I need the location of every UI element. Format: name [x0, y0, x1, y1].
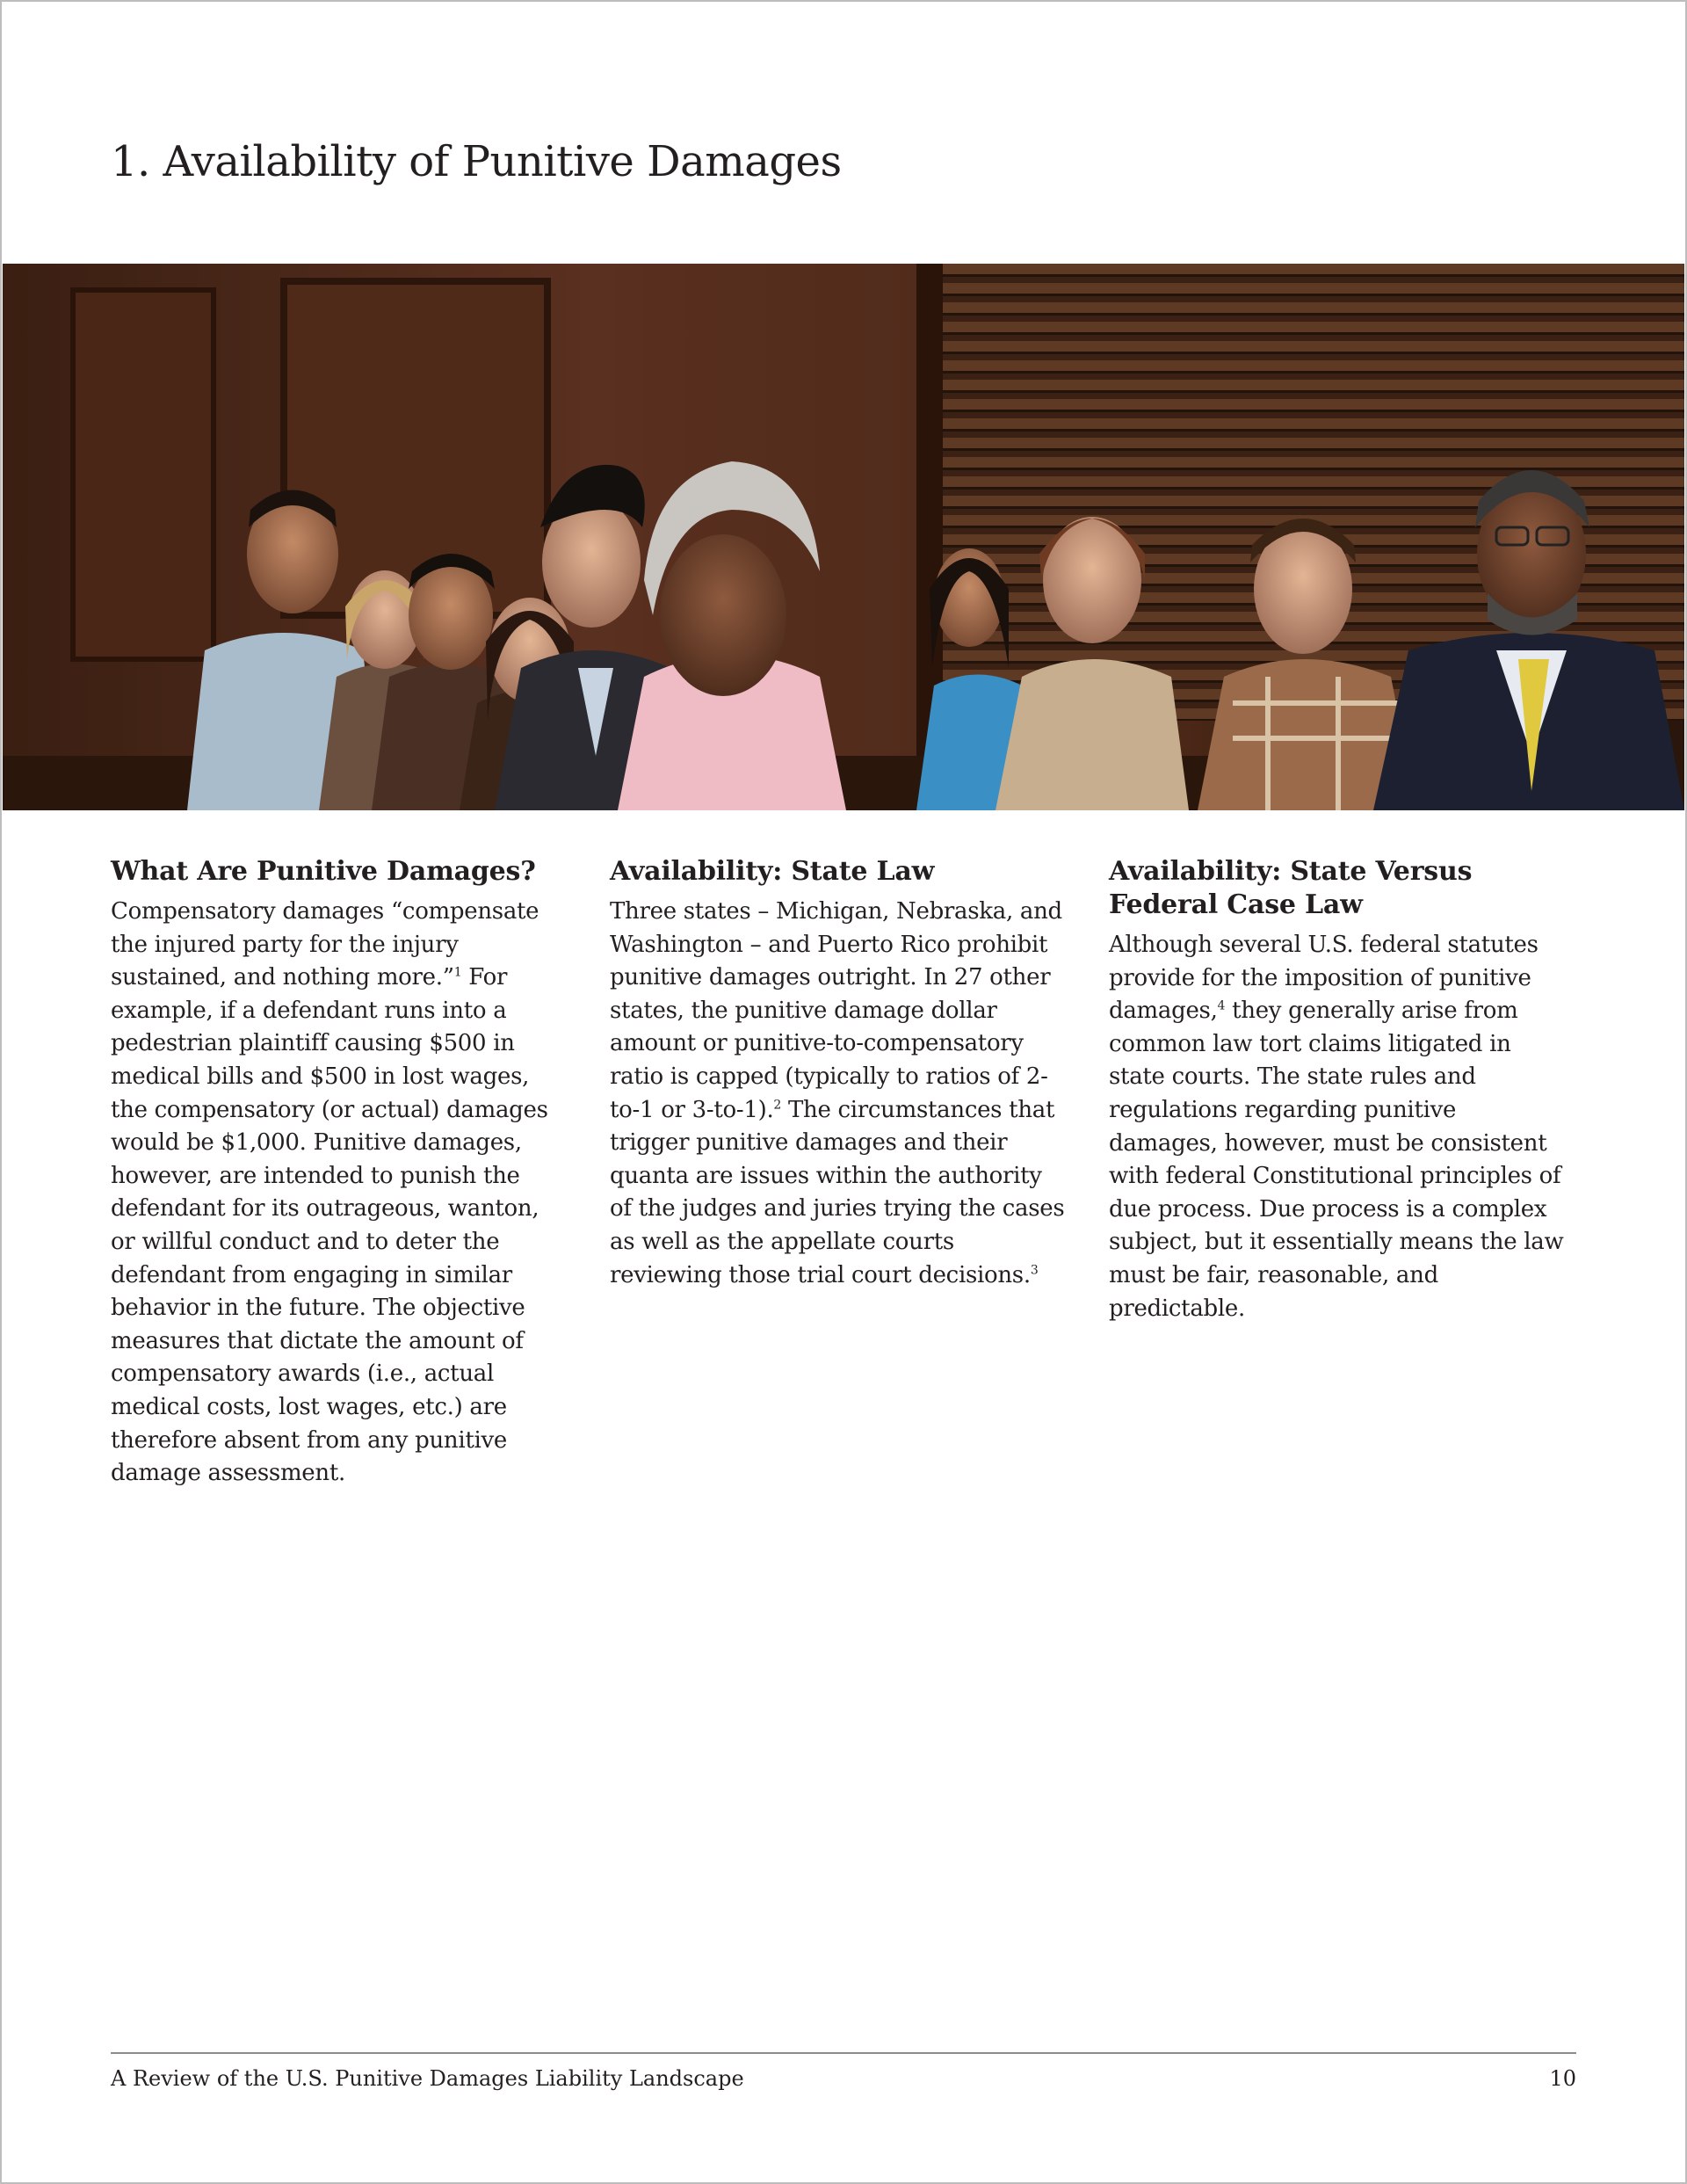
column-heading: Availability: State Versus Federal Case Law: [1109, 856, 1473, 920]
footnote-ref[interactable]: 1: [453, 965, 462, 980]
column-heading: What Are Punitive Damages?: [111, 856, 536, 887]
column-body: Compensatory damages “compensate the injured party for the injury sustained, and nothing more.”$^1$ For example, if a defendant runs into a pedestrian plaintiff causing $500 in medical bills and $500 in lost wages, the compensatory (or actual) damages would be $1,000. Punitive damages, however, are intended to punish the defendant for its outrageous, wanton, or willful conduct and to deter the defendant from engaging in similar behavior in the future. The objective measures that dictate the amount of compensatory awards (i.e., actual medical costs, lost wages, etc.) are therefore absent from any punitive damage assessment.: [111, 898, 548, 1487]
column-what-are-punitive-damages: [111, 855, 568, 1491]
page-number: 10: [1549, 2066, 1576, 2091]
column-state-versus-federal: [1109, 855, 1566, 1325]
footnote-ref[interactable]: 4: [1217, 998, 1226, 1013]
jury-photo: [3, 264, 1684, 810]
footnote-ref[interactable]: 2: [773, 1097, 782, 1112]
footnote-ref[interactable]: 3: [1030, 1262, 1039, 1277]
footer-title: A Review of the U.S. Punitive Damages Liability Landscape: [111, 2066, 744, 2091]
column-body: Three states – Michigan, Nebraska, and Washington – and Puerto Rico prohibit punitive damages outright. In 27 other states, the punitive damage dollar amount or punitive-to-compensatory ratio is capped (typically to ratios of 2-to-1 or 3-to-1).$^2$ The circumstances that trigger punitive damages and their quanta are issues within the authority of the judges and juries trying the cases as well as the appellate courts reviewing those trial court decisions.$^3$: [610, 898, 1065, 1288]
column-heading: Availability: State Law: [610, 856, 935, 887]
footer-divider: [111, 2052, 1576, 2054]
column-body: Although several U.S. federal statutes provide for the imposition of punitive damages,$^4$ they generally arise from common law tort claims litigated in state courts. The state rules and regulations regarding punitive damages, however, must be consistent with federal Constitutional principles of due process. Due process is a complex subject, but it essentially means the law must be fair, reasonable, and predictable.: [1109, 932, 1564, 1322]
column-state-law: [610, 855, 1067, 1292]
page-title: 1. Availability of Punitive Damages: [111, 137, 842, 186]
